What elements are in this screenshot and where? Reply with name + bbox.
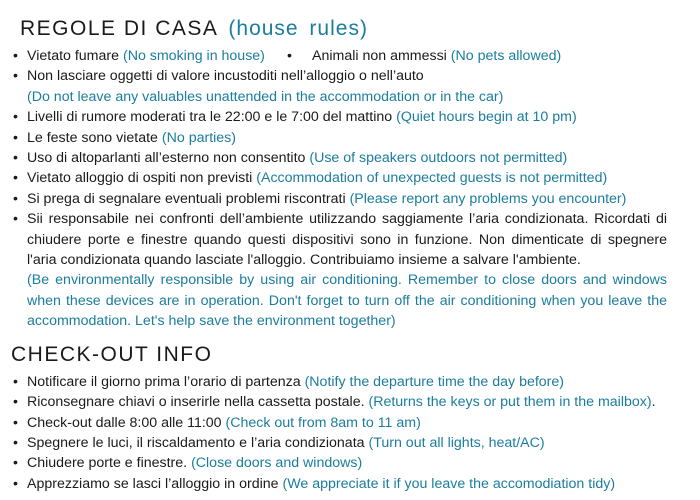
- list-item-no-pets: [287, 46, 561, 66]
- rule-text-italian: Vietato alloggio di ospiti non previsti: [27, 170, 253, 187]
- rule-text-english: (No pets allowed): [450, 48, 562, 64]
- rule-text-italian: Animali non ammessi: [312, 48, 447, 64]
- rule-text-italian: Si prega di segnalare eventuali problemi riscontrati: [27, 190, 346, 207]
- list-item-quiet-hours: [13, 107, 667, 127]
- list-item-no-guests: [13, 168, 667, 188]
- house-rules-list: [13, 46, 667, 332]
- rule-text-italian: Riconsegnare chiavi o inserirle nella cassetta postale.: [27, 394, 365, 411]
- rule-text-english: (Turn out all lights, heat/AC): [368, 434, 545, 451]
- list-item-no-parties: [13, 128, 667, 148]
- list-item-return-keys: [13, 392, 667, 412]
- rule-text-italian: Chiudere porte e finestre.: [27, 455, 188, 472]
- list-item-checkout-time: [13, 413, 667, 433]
- rule-text-english: (Use of speakers outdoors not permitted): [309, 150, 568, 167]
- list-item-leave-tidy: [13, 474, 667, 494]
- rule-text-english: (Do not leave any valuables unattended in the accommodation or in the car): [27, 88, 504, 105]
- list-item-notify-departure: [13, 372, 667, 392]
- list-item-row: [13, 46, 667, 66]
- rule-text-english: (Returns the keys or put them in the mailbox): [368, 394, 652, 411]
- list-item-no-speakers: [13, 148, 667, 168]
- rule-text-italian: Livelli di rumore moderati tra le 22:00 e le 7:00 del mattino: [27, 109, 393, 126]
- rule-text-english: (Quiet hours begin at 10 pm): [396, 109, 577, 126]
- rule-text-english: (Please report any problems you encounter): [349, 190, 627, 207]
- rule-text-english: (No parties): [161, 129, 237, 146]
- rule-text-suffix: .: [651, 394, 656, 411]
- rule-text-english: (We appreciate it if you leave the accomodiation tidy): [282, 475, 616, 492]
- rule-text-english: (Accommodation of unexpected guests is not permitted): [256, 170, 608, 187]
- rule-text-italian: • Sii responsabile nei confronti dell’ambiente utilizzando saggiamente l’aria condizionata. Ricordati di chiudere porte e finestre quando questi dispositivi sono in funzione. Non dimenticate di spegnere l'aria condizionata quando lasciate l'alloggio. Contribuiamo insieme a salvare l'ambiente.: [27, 211, 667, 269]
- list-item-close-doors: [13, 453, 667, 473]
- page-title-english: (house rules): [228, 17, 368, 40]
- rule-text-italian: Notificare il giorno prima l’orario di partenza: [27, 373, 301, 390]
- list-item-air-conditioning: [13, 209, 667, 331]
- list-item-report-problems: [13, 189, 667, 209]
- rule-text-italian: Spegnere le luci, il riscaldamento e l’aria condizionata: [27, 434, 365, 451]
- rule-text-italian: Le feste sono vietate: [27, 129, 158, 146]
- rule-text-english: (No smoking in house): [122, 48, 265, 64]
- rule-text-italian: Vietato fumare: [27, 48, 120, 64]
- rule-text-english: (Close doors and windows): [191, 455, 363, 472]
- list-item-valuables: [13, 66, 667, 107]
- rule-text-english: (Notify the departure time the day before): [304, 373, 565, 390]
- page-title-italian: REGOLE DI CASA: [20, 17, 219, 40]
- section-title-checkout: CHECK-OUT INFO: [11, 342, 213, 366]
- list-item-no-smoking: [13, 46, 287, 66]
- checkout-info-list: [13, 372, 667, 494]
- list-item-turn-off-lights: [13, 433, 667, 453]
- rule-text-italian: Check-out dalle 8:00 alle 11:00: [27, 414, 222, 431]
- rule-text-italian: Uso di altoparlanti all’esterno non consentito: [27, 150, 306, 167]
- rule-text-english: (Be environmentally responsible by using air conditioning. Remember to close doors and windows when these devices are in operation. Don't forget to turn off the air conditioning when you leave the accommodation. Let's help save the environment together): [27, 272, 667, 330]
- rule-text-italian: Apprezziamo se lasci l’alloggio in ordine: [27, 475, 279, 492]
- rule-text-italian: Non lasciare oggetti di valore incustoditi nell’alloggio o nell’auto: [27, 68, 424, 85]
- page-title: [20, 16, 667, 42]
- rule-text-english: (Check out from 8am to 11 am): [225, 414, 421, 431]
